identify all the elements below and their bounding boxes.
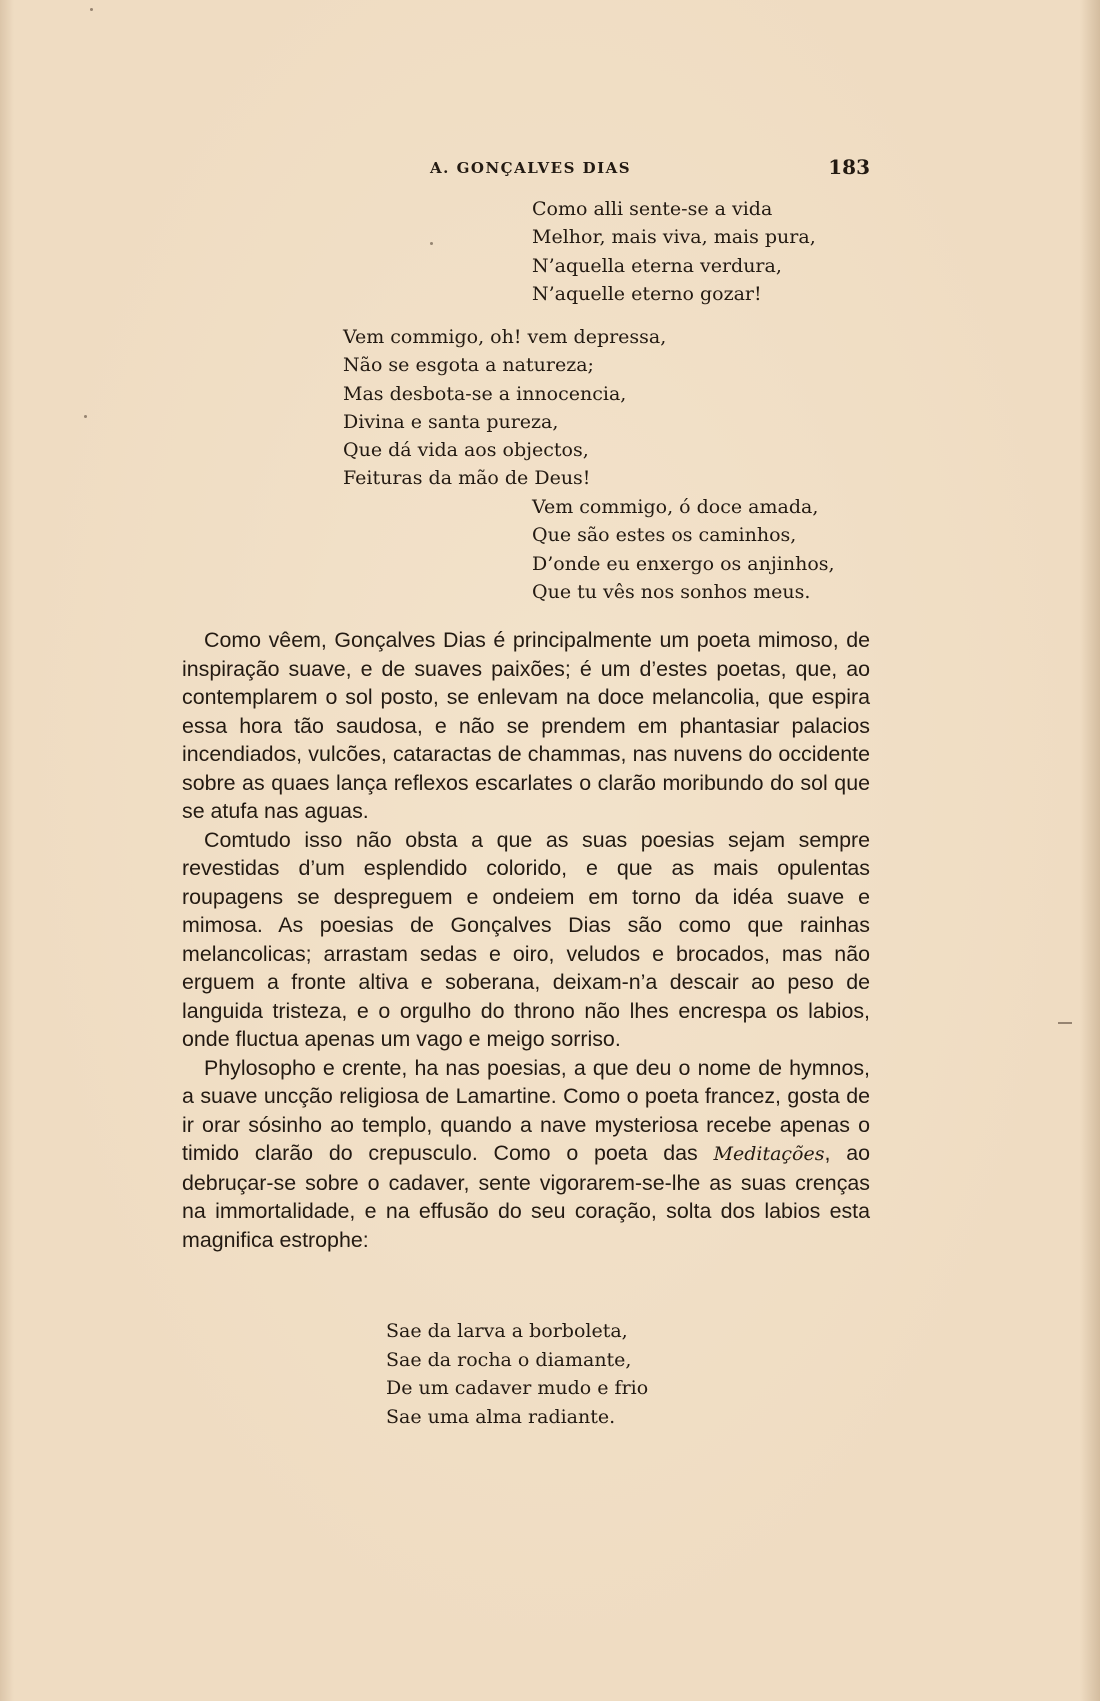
header-author: A. GONÇALVES DIAS: [430, 159, 632, 177]
verse-line: De um cadaver mudo e frio: [386, 1377, 649, 1399]
paragraph-3-text-a: Phylosopho e crente, ha nas poesias, a que deu o nome de hymnos, a suave uncção religiosa de Lamartine. Como o poeta francez, gosta de ir orar sósinho ao templo, quando a nave mysteriosa recebe apenas o timido clarão do crepusculo. Como o poeta das: [182, 1055, 870, 1165]
paragraph-3-text-b: , ao debruçar-se sobre o cadaver, sente vigorarem-se-lhe as suas crenças na immortalidade, e na effusão do seu coração, solta dos labios esta magnifica estrophe:: [182, 1141, 870, 1252]
verse-line: Vem commigo, ó doce amada,: [532, 496, 819, 518]
paragraph-2: Comtudo isso não obsta a que as suas poesias sejam sempre revestidas d’um esplendido colorido, e que as mais opulentas roupagens se despreguem e ondeiem em torno da idéa suave e mimosa. As poesias de Gonçalves Dias são como que rainhas melancolicas; arrastam sedas e oiro, veludos e brocados, mas não erguem a fronte altiva e soberana, deixam-n’a descair ao peso de languida tristeza, e o orgulho do throno não lhes encrespa os labios, onde fluctua apenas um vago e meigo sorriso.: [182, 827, 870, 1051]
paragraph-3: [182, 1054, 870, 1255]
paper-speck: [90, 8, 93, 11]
verse-line: Sae da larva a borboleta,: [386, 1320, 628, 1342]
verse-stanza-3: [532, 493, 835, 606]
verse-line: Mas desbota-se a innocencia,: [343, 382, 627, 405]
verse-line: Vem commigo, oh! vem depressa,: [343, 326, 667, 348]
verse-line: Que tu vês nos sonhos meus.: [532, 580, 811, 603]
verse-line: Não se esgota a natureza;: [343, 354, 594, 377]
verse-line: Sae da rocha o diamante,: [386, 1348, 632, 1371]
paper-speck: [84, 415, 87, 418]
verse-line: Como alli sente-se a vida: [532, 198, 773, 220]
paragraph-1: Como vêem, Gonçalves Dias é principalmente um poeta mimoso, de inspiração suave, e de suaves paixões; é um d’estes poetas, que, ao contemplarem o sol posto, se enlevam na doce melancolia, que espira essa hora tão saudosa, e não se prendem em phantasiar palacios incendiados, vulcões, cataractas de chammas, nas nuvens do occidente sobre as quaes lança reflexos escarlates o clarão moribundo do sol que se atufa nas aguas.: [182, 628, 870, 823]
page-number: 183: [828, 155, 870, 179]
paper-speck: [1058, 1022, 1072, 1024]
verse-line: N’aquelle eterno gozar!: [532, 282, 762, 305]
verse-line: N’aquella eterna verdura,: [532, 254, 782, 277]
verse-line: Que são estes os caminhos,: [532, 524, 797, 547]
running-header: [182, 155, 870, 185]
verse-line: Divina e santa pureza,: [343, 410, 559, 433]
paragraph-3-italic-title: Meditações: [713, 1143, 825, 1165]
verse-stanza-4: [386, 1317, 648, 1431]
verse-line: D’onde eu enxergo os anjinhos,: [532, 552, 835, 575]
verse-line: Sae uma alma radiante.: [386, 1405, 616, 1428]
prose-block: [182, 626, 870, 1254]
verse-line: Que dá vida aos objectos,: [343, 439, 589, 462]
verse-stanza-1: [532, 195, 816, 308]
verse-line: Melhor, mais viva, mais pura,: [532, 226, 816, 249]
paper-speck: [430, 242, 433, 245]
verse-line: Feituras da mão de Deus!: [343, 467, 591, 490]
verse-stanza-2: [343, 323, 666, 493]
